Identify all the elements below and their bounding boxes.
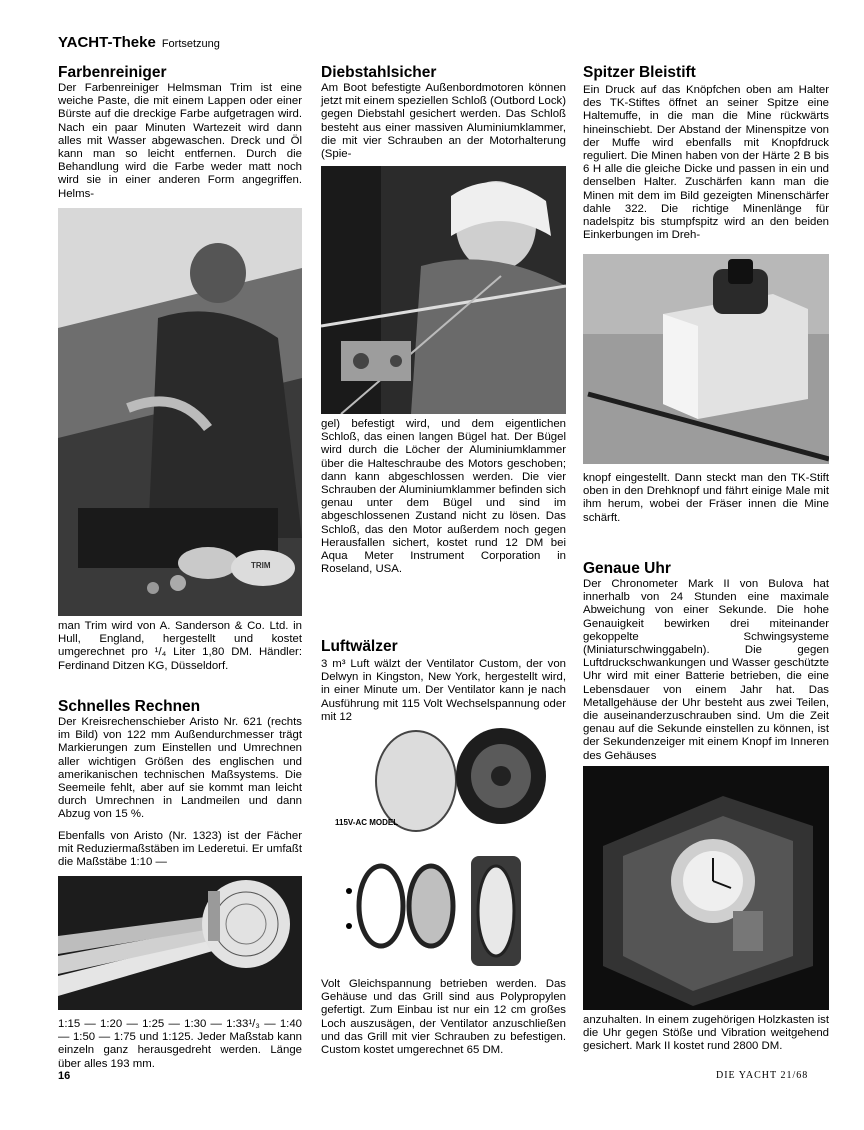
schnelles-rechnen-text-1: Der Kreisrechenschieber Aristo Nr. 621 (rechts im Bild) von 122 mm Außendurchmesser trägt Markierungen zum Einstellen und Umrechnen aller wichtigen Größen des englischen und amerikanischen technischen Maßsystems. Die Seemeile fehlt, aber auf sie kommt man leicht durch Umrechnen in Landmeilen und dann Abzug von 15 %.	[58, 716, 302, 821]
running-head	[58, 34, 220, 51]
photo-chronometer	[583, 766, 829, 1010]
continued-label: Fortsetzung	[161, 38, 220, 50]
diebstahlsicher-text-2: gel) befestigt wird, und dem eigentlichen Schloß, das einen langen Bügel hat. Der Bügel wird durch die Löcher der Aluminiumklammer über die Halteschraube des Motors geschoben; dann kann abgeschlossen werden. Die vier Schrauben der Aluminiumklammer befinden sich genau unter dem Bügel und sind im abgeschlossenen Zustand nicht zu lösen. Das Schloß, das den Motor außerdem noch gegen Herausfallen sichert, kostet rund 12 DM bei Aqua Meter Instrument Corporation in Roseland, USA.	[321, 418, 566, 576]
genaue-uhr-text-2: anzuhalten. In einem zugehörigen Holzkasten ist die Uhr gegen Stöße und Vibration weitgehend gesichert. Mark II kostet rund 2800 DM.	[583, 1014, 829, 1053]
photo-cleaning-boat	[58, 208, 302, 616]
farbenreiniger-text-1: Der Farbenreiniger Helmsman Trim ist eine weiche Paste, die mit einem Lappen oder einer Bürste auf die dreckige Farbe aufgetragen wird. Nach ein paar Minuten Wartezeit wird dann alles mit Wasser abgewaschen. Dreck und Öl kann man so leicht entfernen. Durch die Behandlung wird die Farbe weder matt noch wird sie in einer anderen Form angegriffen. Helms-	[58, 82, 302, 200]
schnelles-rechnen-text-3: 1:15 — 1:20 — 1:25 — 1:30 — 1:33¹/₃ — 1:40 — 1:50 — 1:75 und 1:125. Jeder Maßstab kann einzeln ganz herausgedreht werden. Länge über alles 193 mm.	[58, 1018, 302, 1070]
photo-outboard-lock	[321, 166, 566, 414]
photo-ventilator	[321, 726, 566, 974]
luftwaelzer-text-1: 3 m³ Luft wälzt der Ventilator Custom, der von Delwyn in Kingston, New York, hergestellt wird, in einer Minute um. Der Ventilator kann je nach Ausführung mit 115 Volt Wechselspannung oder mit 12	[321, 658, 566, 723]
spitzer-bleistift-text-1: Ein Druck auf das Knöpfchen oben am Halter des TK-Stiftes öffnet an seiner Spitze eine Haltemuffe, in die man die Mine rückwärts hineinschiebt. Der Abstand der Minenspitze von der Muffe wird ebenfalls mit Knopfdruck reguliert. Die Minen haben von der Härte 2 B bis 6 H alle die gleiche Dicke und passen in ein und denselben Halter. Zuschärfen kann man die Minen mit dem im Bild gezeigten Minenschärfer dahle 322. Die richtige Minenlänge für nadelspitz bis stumpfspitz wird an den beiden Einkerbungen im Dreh-	[583, 84, 829, 242]
heading-schnelles-rechnen: Schnelles Rechnen	[58, 698, 201, 715]
ventilator-model-label: 115V-AC MODEL	[335, 818, 399, 827]
schnelles-rechnen-text-2: Ebenfalls von Aristo (Nr. 1323) ist der Fächer mit Reduziermaßstäben im Lederetui. Er umfaßt die Maßstäbe 1:10 —	[58, 830, 302, 869]
farbenreiniger-text-2: man Trim wird von A. Sanderson & Co. Ltd. in Hull, England, hergestellt und kostet umgerechnet pro ¹/₄ Liter 1,80 DM. Händler: Ferdinand Ditzen KG, Düsseldorf.	[58, 620, 302, 672]
heading-spitzer-bleistift: Spitzer Bleistift	[583, 64, 696, 81]
photo-pencil-sharpener	[583, 254, 829, 464]
luftwaelzer-text-2: Volt Gleichspannung betrieben werden. Das Gehäuse und das Grill sind aus Polypropylen gefertigt. Zum Einbau ist nur ein 12 cm großes Loch auszusägen, der Ventilator anzuschließen und das Grill mit vier Schrauben zu befestigen. Custom kostet umgerechnet 65 DM.	[321, 978, 566, 1057]
heading-genaue-uhr: Genaue Uhr	[583, 560, 671, 577]
photo-slide-rules	[58, 876, 302, 1010]
page-number: 16	[58, 1070, 71, 1082]
heading-luftwaelzer: Luftwälzer	[321, 638, 398, 655]
issue-label: DIE YACHT 21/68	[716, 1070, 809, 1081]
section-title: YACHT-Theke	[58, 34, 156, 51]
trim-can-label: TRIM	[251, 561, 271, 570]
heading-farbenreiniger: Farbenreiniger	[58, 64, 167, 81]
genaue-uhr-text-1: Der Chronometer Mark II von Bulova hat innerhalb von 24 Stunden eine maximale Abweichung von einer Sekunde. Die hohe Genauigkeit bewirken drei miteinander gekoppelte Schwingsysteme (Miniaturschwinggabeln). Die gegen Luftdruckschwankungen und Wasser geschützte Uhr wird mit einer Batterie betrieben, die eine Lebensdauer von einem Jahr hat. Das Metallgehäuse der Uhr besteht aus zwei Teilen, die auseinanderzuschrauben sind. Um die Zeit genau auf die Sekunde einstellen zu können, ist der Sekundenzeiger mit einem Knopf im Inneren des Gehäuses	[583, 578, 829, 762]
spitzer-bleistift-text-2: knopf eingestellt. Dann steckt man den TK-Stift oben in den Drehknopf und fährt einige Male mit ihm herum, wobei der Fräser innen die Mine schärft.	[583, 472, 829, 524]
diebstahlsicher-text-1: Am Boot befestigte Außenbordmotoren können jetzt mit einem speziellen Schloß (Outbord Lock) gegen Diebstahl gesichert werden. Das Schloß besteht aus einer massiven Aluminiumklammer, die mit vier Schrauben an der Motorhalterung (Spie-	[321, 82, 566, 161]
heading-diebstahlsicher: Diebstahlsicher	[321, 64, 437, 81]
